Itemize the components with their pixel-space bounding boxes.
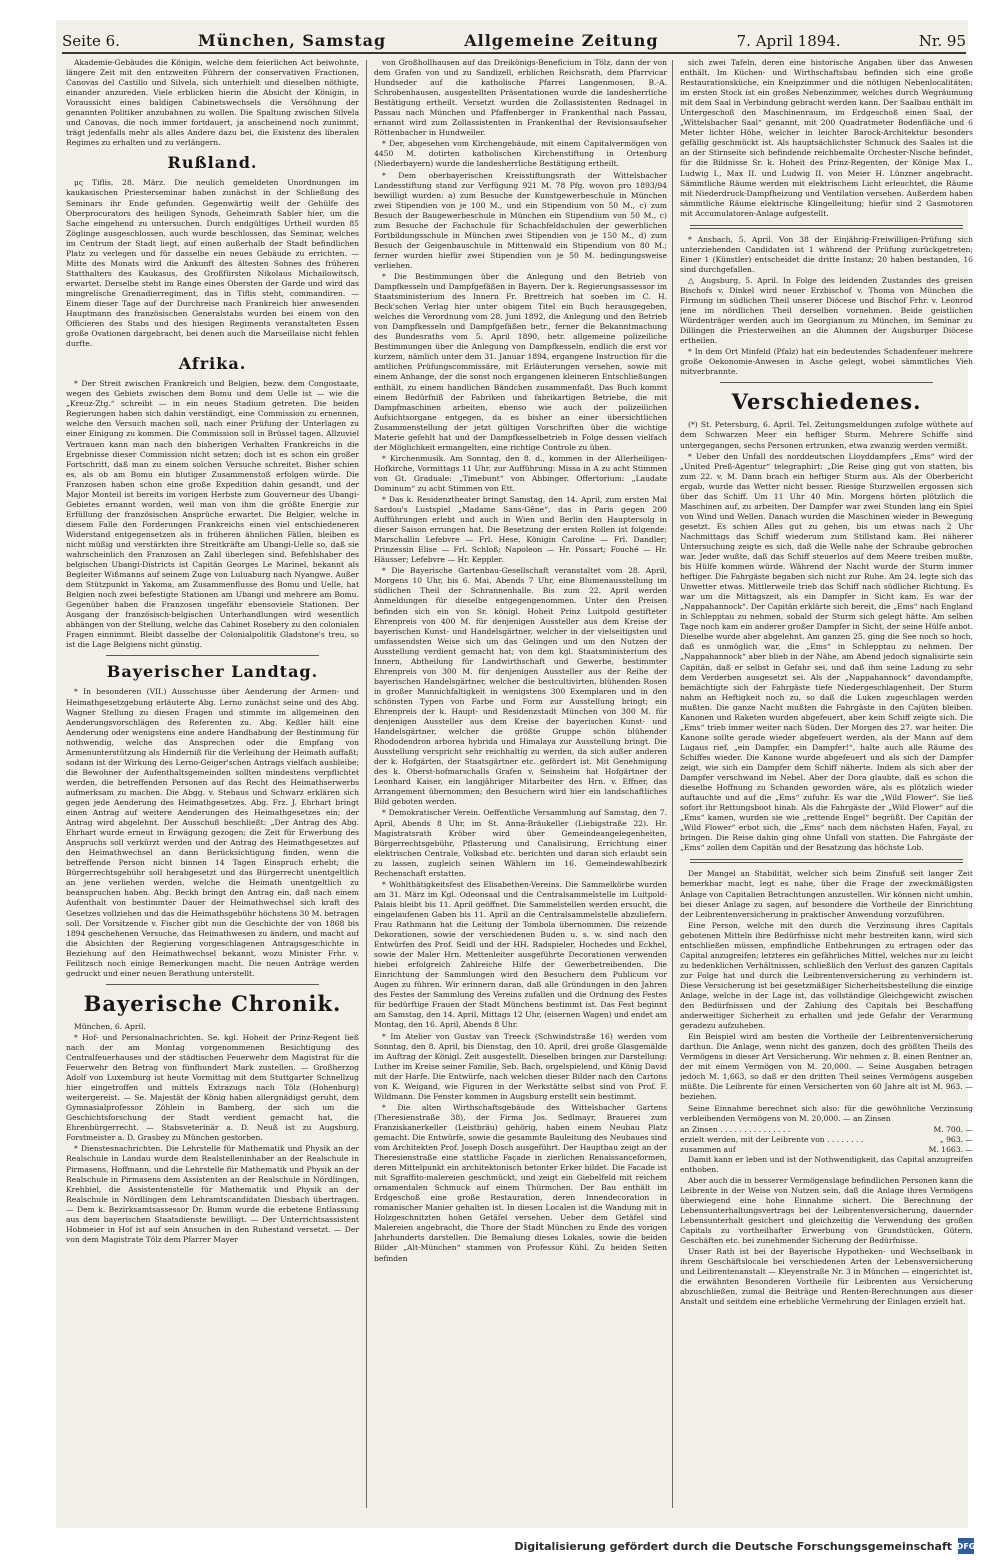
article-paragraph: Aber auch die in besserer Vermögenslage befindlichen Personen kann die Leibrente in der Weise von Nutzen sein, daß die Anlage ihres Vermögens überwiegend eine hohe Einnahme sichert. Die Berechnung der Lebensunterhaltungsvertrags bei der Leibrentenversicherung, dauernder Lebensunterhalt gesichert und gleichzeitig die Verwendung des großen Capitals zu vortheilhafter Erwerbung von Grundstücken, Gütern, Geschäften etc. bei zunehmender Sicherung der Bedürfnisse. bbox=[680, 1175, 973, 1246]
calculation-label: zusammen auf bbox=[680, 1144, 736, 1154]
article-paragraph: Ein Beispiel wird am besten die Vortheile der Leibrentenversicherung darthun. Die Anlage, wenn nicht des ganzen, doch des größten Theils des Vermögens in dieser Art Versicherung. Wir nehmen z. B. einen Rentner an, der mit einem Vermögen von M. 20,000. — Seine Ausgaben betragen jedoch M. 1,663, so daß er den dritten Theil seines Vermögens ausgeben müßte. Die Leibrente für einen Versicherten von 60 Jahre alt ist M. 963. — beziehen. bbox=[680, 1032, 973, 1102]
calculation-label: erzielt werden, mit der Leibrente von . . . . . . . . bbox=[680, 1134, 864, 1144]
issue-date: 7. April 1894. bbox=[736, 32, 841, 50]
issue-number: Nr. 95 bbox=[918, 32, 966, 50]
calculation-row bbox=[680, 1135, 973, 1145]
page-number: Seite 6. bbox=[62, 32, 120, 50]
article-paragraph: * In dem Ort Minfeld (Pfalz) hat ein bedeutendes Schadenfeuer mehrere große Oekonomie-Anwesen in Asche gelegt, wobei sämmtliches Vieh mitverbrannte. bbox=[680, 347, 973, 377]
article-paragraph: Akademie-Gebäudes die Königin, welche dem feierlichen Act beiwohnte, längere Zeit mit den entzweiten Führern der conservativen Fractionen, Canovas del Castillo und Silvela, sich unterhielt und dieselben nöthigte, einander anzureden. Viele erblicken hierin die Absicht der Königin, in Voraussicht eines baldigen Cabinetswechsels die Versöhnung der genannten Politiker anzubahnen zu wollen. Die Spaltung zwischen Silvela und Canovas, die noch immer fortdauert, ja anscheinend noch zunimmt, trägt jedenfalls mehr als alles Andere dazu bei, die Existenz des liberalen Regimes zu erhalten und zu verlängern. bbox=[66, 58, 359, 148]
section-heading: Bayerischer Landtag. bbox=[106, 662, 319, 682]
section-heading: Bayerische Chronik. bbox=[83, 990, 342, 1016]
article-paragraph: München, 6. April. bbox=[74, 1021, 146, 1031]
header-rule bbox=[62, 52, 966, 54]
dfg-logo-icon: DFG bbox=[958, 1538, 974, 1554]
article-paragraph: (*) St. Petersburg, 6. April. Tel. Zeitungsmeldungen zufolge wüthete auf dem Schwarzen Meer ein heftiger Sturm. Mehrere Schiffe sind untergegangen, sechs Personen ertrunken, etwa zwanzig werden vermißt. bbox=[680, 420, 973, 450]
article-paragraph: * Das k. Residenztheater bringt Samstag, den 14. April, zum ersten Mal Sardou's Lustspiel „Madame Sans-Gêne“, das in Paris gegen 200 Aufführungen erlebt und auch in Wien und Berlin den Hauptersolg in dieser Saison errungen hat. Die Besetzung der ersten Rollen ist folgende: Marschallin Lefebvre — Frl. Hese, Königin Caroline — Frl. Dandler; Prinzessin Elise — Frl. Schloß; Napoleon — Hr. Possart; Fouché — Hr. Häusser; Lefebvre — Hr. Keppler. bbox=[374, 495, 667, 565]
double-rule-bottom bbox=[690, 862, 963, 863]
newspaper-name: Allgemeine Zeitung bbox=[464, 31, 659, 50]
article-paragraph: * Der Streit zwischen Frankreich und Belgien, bezw. dem Congostaate, wegen des Gebiets zwischen dem Bomu und dem Uelle ist — wie die „Kreuz-Ztg.“ schreibt — in ein neues Stadium getreten. Die beiden Regierungen haben sich dahin verständigt, eine Commission zu ernennen, welche den Versuch machen soll, nach einer Prüfung der Unterlagen zu einer Einigung zu kommen. Die Commission soll in Brüssel tagen. Allzuviel Vertrauen kann man nach den bisherigen Verhalten Frankreichs in die Ergebnisse dieser Commission nicht setzen; doch ist es schon ein großer Fortschritt, daß man zu einem solchen Versuche schreitet. Bisher schien es, als ob am Bomu ein blutiger Zusammenstoß erfolgen würde. Die Franzosen haben schon eine große Expedition dahin gesandt, und der Major Monteil ist bereits im vorigen Herbste zum Gouverneur des Ubangi-Gebietes ernannt worden, weil man von ihm die größte Energie zur Erfüllung der französischen Ansprüche erwartet. Die Belgier, welche in diesem Falle den Forderungen Frankreichs einen viel entschiedeneren Widerstand entgegensetzen als in früheren ähnlichen Fällen, bleiben es nicht müßig und verstärkten ihre Streitkräfte am Ubangi-Uelle so, daß sie wahrscheinlich den Franzosen an Zahl überlegen sind. Befehlshaber des belgischen Ubangi-Districts ist Capitän Georges Le Marinel, bekannt als Begleiter Wißmanns auf seinem Zuge von Luluaburg nach Nyangwe. Außer dem Stützpunkt in Yakoma, am Zusammenflusse des Bomu und Uelle, hat Belgien noch zwei befestigte Stationen am Ubangi und mehrere am Bomu. Gegenüber haben die Franzosen ungefähr ebensoviele Stationen. Der Ausgang der französisch-belgischen Unterhandlungen wird wesentlich abhängen von der Stellung, welche das Cabinet Rosebery zu den colonialen Fragen einnimmt. Bleibt dasselbe der Colonialpolitik Gladstone's treu, so ist die Lage Belgiens nicht günstig. bbox=[66, 379, 359, 650]
section-rule bbox=[720, 382, 933, 383]
section-rule bbox=[106, 984, 319, 985]
calculation-row bbox=[680, 1125, 973, 1135]
calculation-amount: „ 963. — bbox=[939, 1134, 973, 1144]
calculation-label: an Zinsen . . . . . . . . . . . . . . . bbox=[680, 1124, 791, 1134]
text-column-3 bbox=[680, 58, 973, 1510]
digitization-credit bbox=[514, 1536, 974, 1556]
article-paragraph: * Demokratischer Verein. Oeffentliche Versammlung auf Samstag, den 7. April, Abends 8 Uhr, im St. Anna-Bräukeller (Liebigstraße 22). Hr. Magistratsrath Kröber wird über Gemeindeangelegenheiten, Bürgerrechtsgebühr, Pflasterung und Canalisirung, Errichtung einer elektrischen Centrale, Volksbad etc. berichten und daran sich erlaubt sein zu lassen, zugleich seinen Wählern im 16. Gemeindewahlbezirk Rechenschaft erstatten. bbox=[374, 808, 667, 878]
article-paragraph: von Großhollhausen auf das Dreikönigs-Beneficium in Tölz, dann der von dem Grafen von und zu Sandizell, erblichen Reichsrath, dem Pfarrvicar Hundseder auf die katholische Pfarrei Langenmosen, B.-A. Schrobenhausen, ausgestellten Präsentationen wurde die landesherrliche Bestätigung ertheilt. Versetzt wurden die Zollassistenten Rednagel in Passau nach München und Pfaffenberger in Frankenthal nach Passau, ernannt wird zum Zollassistenten in Frankenthal der Revisionsaufseher Röttenbacher in Hundweiler. bbox=[374, 58, 667, 138]
article-paragraph: Eine Person, welche mit den durch die Verzinsung ihres Capitals gebotenen Mitteln ihre Bedürfnisse nicht mehr bestreiten kann, wird sich entschließen müssen, empfindliche Entbehrungen zu ertragen oder das Capital anzugreifen; letzteres ein gefährliches Mittel, welches nur zu leicht zu bedenklichen Verhältnissen, schließlich den Verlust des ganzen Capitals zur Folge hat und durch die Leibrentenversicherung zu verhindern ist. Diese Versicherung ist bei gesetzmäßiger Sicherheitsbestellung die einzige Anlage, welche in der Lage ist, das vollständige Gleichgewicht zwischen den Bedürfnissen und der Zahlung des Capitals bei Beschaffung anderweitiger Sicherheit zu erhalten und jede Gefahr der Verarmung geradezu aufzuheben. bbox=[680, 920, 973, 1031]
calculation-row bbox=[680, 1145, 973, 1155]
column-divider bbox=[672, 60, 673, 1508]
city-day-title: München, Samstag bbox=[198, 31, 387, 50]
article-paragraph: Damit kann er leben und ist der Nothwendigkeit, das Capital anzugreifen enthoben. bbox=[680, 1154, 973, 1174]
section-heading: Afrika. bbox=[178, 354, 247, 374]
calculation-amount: M. 1663. — bbox=[928, 1144, 973, 1154]
section-rule bbox=[106, 655, 319, 656]
article-paragraph: * In besonderen (VII.) Ausschusse über Aenderung der Armen- und Heimathgesetzgebung erläuterte Abg. Lerno zunächst seine und des Abg. Wagner Stellung zu diesen Fragen und stimmte im allgemeinen den Aenderungsvorschlägen des Referenten zu. Abg. Keßler hält eine Aenderung oder wenigstens eine andere Handhabung der Bestimmung für nothwendig, welche das Ansprechen oder die Empfang von Armenunterstützung als Hinderniß für die Verleihung der Heimath auffaßt; sodann ist der Wirkung des Lerno-Geiger'schen Antrags vielfach ausbleibe; die Bewohner der Aufenthaltsgemeinden sollten mindestens verpflichtet werden, die betreffenden Personen auf das Recht des Heimathserwerbs aufmerksam zu machen. Die Abgg. v. Stebaus und Schwarz erklären sich gegen jede Aenderung des Heimathgesetzes. Abg. Frz. J. Ehrhart bringt einen Antrag auf weitere Aenderungen des Heimathgesetzes ein; der Antrag wird abgelehnt. Der Ausschuß beschließt: „Der Antrag des Abg. Ehrhart wurde erneut in Erwägung gezogen; die Zeit für Erwerbung des Anspruchs soll verkürzt werden und der Antrag des Heimathgesetzes auf den Heimathwechsel an dann Berücksichtigung finden, wenn die betreffende Person nicht binnen 14 Tagen Einspruch erhebt; die Bürgerrechtsgebühr soll herabgesetzt und das Bürgerrecht unentgeltlich an jene verliehen werden, welche die Heimath unentgeltlich zu beanspruchen haben. Abg. Beckh bringt den Antrag ein, daß nach einem Aufenthalt von bestimmter Dauer der Heimathwechsel sich kraft des Gesetzes vollziehen und das die Heimathsgebühr höchstens 30 M. betragen soll. Der Vorsitzende v. Fischer gibt nun die Geschichte der von 1868 bis 1894 geschehenen Versuche, das Heimathwesen zu ändern, und macht auf die Absichten der Regierung vorgeschlagenen Antragsgeschichte in Beziehung auf den Heimathwechsel bekannt, wozu Minister Frhr. v. Feilitzsch noch einige Bemerkungen macht. Die neuen Anträge werden gedruckt und einer neuen Berathung unterstellt. bbox=[66, 687, 359, 978]
page-header bbox=[62, 24, 966, 50]
section-heading: Verschiedenes. bbox=[731, 389, 922, 415]
article-paragraph: * Hof- und Personalnachrichten. Se. kgl. Hoheit der Prinz-Regent ließ nach der am Montag vorgenommenen Besichtigung des Centralfeuerhauses und der städtischen Feuerwehr dem Magistrat für die Feuerwehr den Betrag von fünfhundert Mark zustellen. — Großherzog Adolf von Luxemburg ist heute Vormittag mit dem Stuttgarter Schnellzug hier eingetroffen und mittels Extrazugs nach Tölz (Hohenburg) weitergereist. — Se. Majestät der König haben allergnädigst geruht, dem Gymnasialprofessor Zöhlein in Bamberg, der sich um die Geschichtsforschung der Stadt verdient gemacht hat, die Ehrenbürgerrecht. — Stabsveterinär a. D. Neuß ist zu Augsburg, Forstmeister a. D. Grasbey zu München gestorben. bbox=[66, 1032, 359, 1143]
text-column-2 bbox=[374, 58, 667, 1510]
article-paragraph: * Die Bestimmungen über die Anlegung und den Betrieb von Dampfkesseln und Dampfgefäßen in Bayern. Der k. Regierungsassessor im Staatsministerium des Innern Fr. Brettreich hat soeben im C. H. Beck'schen Verlag hier unter obigem Titel ein Buch herausgegeben, welches die Verordnung vom 28. Juni 1892, die Anlegung und den Betrieb von Dampfkesseln und Dampfgefäßen betr., ferner die Bekanntmachung des Bundesraths vom 5. April 1890, betr. allgemeine polizeiliche Bestimmungen über die Anlegung von Dampfkesseln, endlich die erst vor kurzem, nämlich unter dem 31. Januar 1894, ergangene Instruction für die amtlichen Prüfungscommissäre, mit Erläuterungen versehen, sowie mit einem Anhange, der die sonst noch ergangenen kleineren Entschließungen enthält, zu einem handlichen Bändchen zusammenfaßt. Das Buch kommt einem Bedürfniß der Fabriken und fabrikartigen Betriebe, die mit Dampfmaschinen arbeiten, ebenso wie auch der polizeilichen Aufsichtsorgane entgegen, da es bisher an einer übersichtlichen Zusammenstellung der jetzt gültigen Vorschriften über die wichtige Materie gefehlt hat und der Dampfkesselbetrieb in Folge dessen vielfach der Möglichkeit ermangelten, eine richtige Controle zu üben. bbox=[374, 271, 667, 452]
article-paragraph: * Die Bayerische Gartenbau-Gesellschaft veranstaltet vom 28. April, Morgens 10 Uhr, bis 6. Mai, Abends 7 Uhr, eine Blumenausstellung im südlichen Theil der Schrannenhalle. Bis zum 22. April werden Anmeldungen für dieselbe entgegengenommen. Unter den Preisen befinden sich ein von Sr. königl. Hoheit Prinz Luitpold gestifteter Ehrenpreis von 400 M. für denjenigen Aussteller aus dem Kreise der bayerischen Kunst- und Handelsgärtner, welcher in der vielseitigsten und umfassendsten Weise sich um das Gelingen und um den Nutzen der Ausstellung verdient gemacht hat; von dem kgl. Staatsministerium des Innern, Abtheilung für Landwirthschaft und Gewerbe, bestimmter Ehrenpreis von 300 M. für denjenigen Aussteller aus der Reihe der bayerischen Handelsgärtner, welcher die bestcultivirten, blühenden Rosen in großer Mannichfaltigkeit in wenigstens 300 Exemplaren und in den schönsten Typen von Farbe und Form zur Ausstellung bringt; ein Ehrenpreis der k. Haupt- und Residenzstadt München von 300 M. für denjenigen Aussteller aus dem Kreise der bayerischen Kunst- und Handelsgärtner, welcher die größte Gruppe schön blühender Rhododendron arborea hybrida und Himalaya zur Ausstellung bringt. Die Ausstellung verspricht sehr reichhaltig zu werden, da sich außer anderen der k. Hofgärten, der Staatsgärtner etc. gefördert ist. Mit Genehmigung des k. Oberst-hofmarschalls Grafen v. Seinsheim hat Hofgärtner der Leonhard Kaiser, ein langjähriger Mitarbeiter des Hrn. v. Effner, das Arrangement übernommen; den Besuchern wird hier ein landschaftliches Bild geboten werden. bbox=[374, 566, 667, 807]
article-paragraph: * Kirchenmusik. Am Sonntag, den 8. d., kommen in der Allerheiligen-Hofkirche, Vormittags 11 Uhr, zur Aufführung: Missa in A zu acht Stimmen von Gt. Graduale: „Timebunt“ von Abbinger. Offertorium: „Laudate Dominum“ zu acht Stimmen von Ett. bbox=[374, 453, 667, 493]
column-divider bbox=[366, 60, 367, 1508]
article-paragraph: * Ansbach, 5. April. Von 38 der Einjährig-Freiwilligen-Prüfung sich unterziehenden Candidaten ist 1 während der Prüfung zurückgetreten; Einer 1 (Künstler) entscheidet die dritte Instanz; 20 haben bestanden, 16 sind durchgefallen. bbox=[680, 234, 973, 274]
section-heading: Rußland. bbox=[167, 153, 258, 173]
article-paragraph: * Im Atelier von Gustav van Treeck (Schwindstraße 16) werden vom Sonntag, den 8. April, bis Dienstag, den 10. April, drei große Glasgemälde im Auftrag der Königl. Zeit ausgestellt. Dieselben bringen zur Darstellung: Luther im Kreise seiner Familie, Seb. Bach, orgelspielend, und König David mit der Harfe. Die Entwürfe, nach welchen dieser Bilder nach den Cartons von K. Weigand, wie Figuren in der Werkstätte selbst sind von Prof. F. Wildmann. Die Fenster kommen in Augsburg erstellt sein bestimmt. bbox=[374, 1031, 667, 1101]
double-rule-top bbox=[690, 225, 963, 226]
article-paragraph: * Dem oberbayerischen Kreisstiftungsrath der Wittelsbacher Landesstiftung stand zur Verfügung 921 M. 78 Pfg. wovon pro 1893/94 bewilligt wurden: a) zum Besuche der Kunstgewerbeschule in München zwei Stipendien von je 100 M., und ein Stipendium von 50 M., c) zum Besuch der Baugewerbeschule in München ein Stipendium von 50 M., c) zum Besuche der Fachschule für Schachfeldschulen der gewerblichen Fortbildungsschule in München zwei Stipendien von je 150 M., d) zum Besuch der Geigenbauschule in Mittenwald ein Stipendium von 80 M.; ferner wurden hiefür zwei Stipendien von je 50 M. bedingungsweise verliehen. bbox=[374, 170, 667, 270]
article-paragraph: * Die alten Wirthschaftsgebäude des Wittelsbacher Gartens (Theresienstraße 38), der Firma Jos. Sedlmayr, Brauerei zum Franziskanerkeller (Leistbräu) gehörig, haben einem Neubau Platz gemacht. Die Entwürfe, sowie die gesammte Bauleitung des Neubaues sind vom Architekten Prof. Joseph Dosch ausgeführt. Der Hauptbau zeigt an der Theresienstraße eine stattliche Façade in zierlichen Renaissanceformen, deren Mittelpunkt ein architektonisch betonter Erker bildet. Die Facade ist mit Sgraffito-malereien geschmückt, und zeigt ein Giebelfeld mit reichem ornamentalen Schmuck auf einem Thürmchen. Der Bau enthält im Erdgeschoß eine große Restauration, deren Innendecoration in romanischer Manier gehalten ist. In diesen Localen ist die Wandung mit in Holzgeschnitzten hohen Getäfel versehen. Ueber dem Getäfel sind Malereien angebracht, die Thore der Stadt München zu Ende des vorigen Jahrhunderts darstellen. Die Bemalung dieses Lokales, sowie die beiden Bilder „Alt-München“ stammen von Professor Kühl. Zu beiden Seiten befinden bbox=[374, 1102, 667, 1263]
credit-text: Digitalisierung gefördert durch die Deutsche Forschungsgemeinschaft bbox=[514, 1539, 952, 1553]
article-paragraph: * Wohlthätigkeitsfest des Elisabethen-Vereins. Die Sammelkörbe wurden am 31. März im Kgl. Odeonsaal und die Centralsammelstelle im Luitpold-Palais bleibt bis 11. April geöffnet. Die Sammelstellen werden ersucht, die eingelaufenen Gaben bis 11. April an die Centralsammelstelle abzuliefern. Frau Rathmann hat die Leitung der Tombola übernommen. Die reizende Dekorationen, sowie der verschiedenen Buden u. s. w. sind nach den Entwürfen des Prof. Seidl und der HH. Radspieler, Hochedes und Eckhel, sowie der Maler Hrn. Mettenleiter ausgeführte Decorationen verwenden hiebei erfolgreich Zahlreiche Hilfe der Gewerbetreibenden. Die Einrichtung der Sammlungen wird den Besuchern dem Publicum vor Augen zu führen. Wir erinnern daran, daß alle Gründungen in den Jahren des Festes der Sammlung des Vereins zufallen und die Ordnung des Festes für bedürftige Frauen der Stadt Münchens bestimmt ist. Das Fest beginnt am Samstag, den 14. April, Mittags 12 Uhr, (eisernen Wagen) und endet am Montag, den 16. April, Abends 8 Uhr. bbox=[374, 879, 667, 1030]
article-paragraph: Der Mangel an Stabilität, welcher sich beim Zinsfuß seit langer Zeit bemerkbar macht, legt es nahe, über die Frage der zweckmäßigsten Anlage von Capitalien Betrachtungen anzustellen. Wir können nicht umhin, bei dieser Anlage zu sagen, auf besondere die Vortheile der Einrichtung der Leibrentenversicherung in praktischer Anwendung vorzuführen. bbox=[680, 869, 973, 919]
calculation-amount: M. 700. — bbox=[933, 1124, 973, 1134]
text-column-1 bbox=[66, 58, 359, 1510]
article-paragraph: sich zwei Tafeln, deren eine historische Angaben über das Anwesen enthält. Im Küchen- und Wirthschaftsbau befinden sich eine große Restaurationsküche, ein Kneipzimmer und die nöthigen Nebenlocalitäten; im ersten Stock ist ein großes Nebenzimmer, welches durch Wegräumung mit dem Saal in Verbindung gebracht werden kann. Der Saalbau enthält im Untergeschoß den Maschinenraum, im Erdgeschoß einen Saal, der „Wittelsbacher Saal“ genannt, mit 200 Quadratmeter Bodenfläche und 6 Meter lichter Höhe, welcher in leichter Barock-Architektur besonders gefällig geschmückt ist. Als hauptsächlichster Schmuck des Saales ist die an der Stirnseite sich befindende reichbemalte Orchester-Nische befindet, für die Bildnisse Sr. k. Hoheit des Prinz-Regenten, der Könige Max I., Ludwig I., Max II. und Ludwig II. von Meier H. Lünzner angebracht. Sämmtliche Räume werden mit elektrischem Licht erleuchtet, die Räume mit Niederdruck-Dampfheizung und Ventilation versehen. Außerdem haben sämmtliche Räume elektrische Klingelleitung; hiefür sind 2 Gasmotoren mit Accumulatoren-Anlage aufgestellt. bbox=[680, 58, 973, 218]
article-paragraph: Unser Rath ist bei der Bayerische Hypotheken- und Wechselbank in ihrem Geschäftslocale bei verschiedenen Arten der Lebensversicherung und Leibrentenanstalt — Kleyenstraße Nr. 3 in München — eingerichtet ist, die erwähnten Besonderen Vortheile für Leibrenten aus Versicherung abzuschließen, zumal die Beiträge und Renten-Berechnungen aus dieser Anstalt und seitdem eine erhebliche Vermehrung der Einlagen erzielt hat. bbox=[680, 1247, 973, 1307]
article-paragraph: * Ueber den Unfall des norddeutschen Lloyddampfers „Ems“ wird der „United Preß-Agentur“ telegraphirt: „Die Reise ging gut von statten, bis zum 22. v. M. Dann brach ein heftiger Sturm aus. Als der Oberbericht ergab, wurde das Wetter nicht besser. Riesige Sturzwellen ergossen sich über das Schiff. Um 11 Uhr 40 Min. Morgens hörten plötzlich die Maschinen auf, zu arbeiten. Der Dampfer war zwei Stunden lang ein Spiel von Wind und Wellen. Danach wurden die Maschinen wieder in Bewegung gesetzt. Es schien Alles gut zu gehen, bis um etwas nach 2 Uhr Nachmittags das Schiff wiederum zum Stillstand kam. Bei näherer Untersuchung zeigte es sich, daß die Welle nahe der Schraube gebrochen war. Jeder wußte, daß das Schiff steuerlos auf dem Meere treiben mußte, bis Hülfe kommen würde. Während der Nacht wurde der Sturm immer heftiger. Die Fahrgäste begaben sich nicht zur Ruhe. Am 24. legte sich das Unwetter etwas. Mittlerweile trieb das Schiff nach südlicher Richtung. Es war um die Mittagszeit, als ein Dampfer in Sicht kam. Es war der „Nappahannock“. Der Capitän erklärte sich bereit, die „Ems“ nach England in Schlepptau zu nehmen, sobald der Sturm sich gelegt hätte. Am selben Tage noch kam ein anderer großer Dampfer in Sicht, der seine Hülfe anbot. Dieselbe wurde aber abgelehnt. Am ganzen 25. ging die See noch so hoch, daß es unmöglich war, die „Ems“ in Schlepptau zu nehmen. Der „Nappahannock“ aber blieb in der Nähe, am Abend jedoch signalisirte sein Capitän, daß er selbst in Gefahr sei, und daß ihm seine Ladung zu sehr dem Verderben ausgesetzt sei. Als der „Nappahannock“ davondampfte, bemächtigte sich der Fahrgäste tiefe Niedergeschlagenheit. Der Sturm nahm an Heftigkeit noch zu, so daß die Luken zugeschlagen werden mußten. Die ganze Nacht mußten die Fahrgäste in den Cajüten bleiben. Kanonen und Raketen wurden abgefeuert, aber kein Schiff zeigte sich. Die „Ems“ trieb immer weiter nach Süden. Der Morgen des 27. war heiter. Die Kanone sollte gerade wieder abgefeuert werden, als der Mann auf dem Lugaus rief, „ein Dampfer, ein Dampfer!“, halte auch alle Räume des Schiffes wieder. Die Kanone wurde abgefeuert und als sich der Dampfer zeigt, wie sich ein Dampfer dem Schiff näherte. Indem als sich aber der Dampfer verschwand im Nebel. Aber der Dora glaubte, daß es schon die dieselbe Hoffnung zu Schanden geworden wäre, als es plötzlich wieder auftauchte und auf die „Ems“ zufuhr. Es war die „Wild Flower“. Sie ließ sofort ihr Rettungsboot hinab. Als die Fahrgäste der „Wild Flower“ auf die „Ems“ kamen, wurden sie wie „rettende Engel“ begrüßt. Der Capitän der „Wild Flower“ erbot sich, die „Ems“ nach dem nächsten Hafen, Fayal, zu bringen. Die Reise dahin ging ohne Unfall von statten. Die Fahrgäste der „Ems“ zollen dem Capitän und der Besatzung das höchste Lob. bbox=[680, 451, 973, 853]
article-paragraph: △ Augsburg, 5. April. In Folge des leidenden Zustandes des greisen Bischofs v. Dinkel wird neuer Erzbischof v. Thoma von München die Firmung im südlichen Theil unserer Diöcese und Bischof Frhr. v. Leonrod jene im nördlichen Theil derselben vornehmen. Beide geistlichen Würdenträger werden auch im Georgianum zu München, im Seminar zu Dillingen die Priesterweihen an die Alumnen der Augsburger Diöcese ertheilen. bbox=[680, 275, 973, 346]
article-paragraph: * Der, abgesehen vom Kirchengebäude, mit einem Capitalvermögen von 4450 M. dotirten katholischen Kirchenstiftung in Ortenburg (Niederbayern) wurde die landesherrliche Bestätigung ertheilt. bbox=[374, 139, 667, 169]
article-paragraph: Seine Einnahme berechnet sich also: für die gewöhnliche Verzinsung verbleibenden Vermögens von M. 20,000. — an Zinsen bbox=[680, 1103, 973, 1123]
double-rule-top bbox=[690, 859, 963, 860]
double-rule-bottom bbox=[690, 228, 963, 229]
article-paragraph: μς Tiflis, 28. März. Die neulich gemeldeten Unordnungen im kaukasischen Priesterseminar haben zunächst in der Schließung des Seminars ihr Ende gefunden. Gegenwärtig weilt der Gehülfe des Oberprocurators des heiligen Synods, Geheimrath Sabler hier, um die Sache eingehend zu untersuchen. Durch endgültiges Urtheil wurden 85 Zöglinge ausgeschlossen, auch wurde beschlossen, das Seminar, welches im Centrum der Stadt liegt, auf einen außerhalb der Stadt befindlichen Platz zu verlegen und für dasselbe ein neues Gebäude zu errichten. — Mitte des Monats wird die Ankunft des ältesten Sohnes des früheren Statthalters des Kaukasus, des Großfürsten Nikolaus Michailowitsch, erwartet. Derselbe steht im Range eines Obersten der Garde und wird das mingrelische Grenadierregiment, das in Tiflis steht, commandiren. — Einem dieser Tage auf der Durchreise nach Frankreich hier anwesenden Hauptmann des französischen Generalstabs wurden bei einem von den Officieren des Stabs und des hiesigen Regiments veranstalteten Essen große Ovationen dargebracht, bei denen auch die Marseillaise nicht fehlen durfte. bbox=[66, 178, 359, 349]
article-paragraph: * Dienstesnachrichten. Die Lehrstelle für Mathematik und Physik an der Realschule in Landau wurde dem Realstelleninhaber an der Realschule in Pirmasens, Hoffmann, und die Lehrstelle für Mathematik und Physik an der Realschule in Pirmasens dem Assistenten an der Realschule in Nördlingen, Krehbiel, die Assistentenstelle für Mathematik und Physik an der Realschule in Nördlingen dem Lehramtscandidaten Diesbach übertragen. — Dem k. Bezirksamtsassessor Dr. Bumm wurde die erbetene Entlassung aus dem bayerischen Staatsdienste bewilligt. — Der Unterrichtsassistent Hobmeier in Hof ist auf sein Ansuchen in den Ruhestand versetzt. — Der von dem Magistrate Tölz dem Pfarrer Mayer bbox=[66, 1144, 359, 1244]
